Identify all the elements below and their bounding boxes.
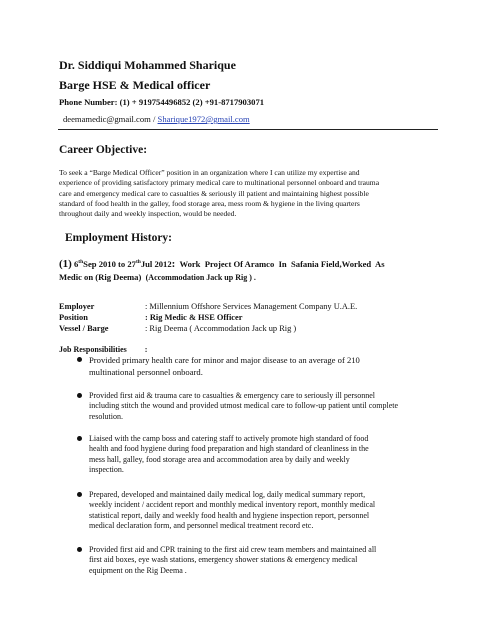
position-value: : Rig Medic & HSE Officer [145,313,243,322]
bullet-icon [77,547,82,552]
list-item-line: Provided first aid & trauma care to casualties & emergency care to seriously ill personnel [89,391,375,400]
bullet-icon [77,393,82,398]
email-separator: / [150,114,158,124]
vessel-label: Vessel / Barge [59,324,109,333]
objective-line: To seek a “Barge Medical Officer” position in an organization where I can utilize my expertise and [59,168,360,177]
phone-numbers: Phone Number: (1) + 919754496852 (2) +91-8717903071 [59,97,265,107]
list-item-line: health and food hygiene during food preparation and high standard of cleanliness in the [89,444,369,454]
candidate-name: Dr. Siddiqui Mohammed Sharique [59,58,236,72]
list-item-line: weekly incident / accident report and monthly medical inventory report, monthly medical [89,500,376,510]
objective-line: throughout daily and weekly inspection, would be needed. [59,209,237,219]
list-item-line: Provided primary health care for minor and major disease to an average of 210 [89,355,360,365]
job-responsibilities-heading [59,345,147,354]
date-range: Sep 2010 to 27 [83,258,136,269]
list-item [89,434,369,475]
vessel-value: : Rig Deema ( Accommodation Jack up Rig ) [145,324,297,333]
objective-line: experience of providing satisfactory primary medical care to multinational personnel onboard and trauma [59,178,380,188]
employment-history-heading: Employment History: [65,232,173,244]
list-item-line: multinational personnel onboard. [89,366,203,377]
bullet-icon [77,492,82,497]
employer-value: : Millennium Offshore Services Management Company U.A.E. [145,302,358,311]
candidate-role: Barge HSE & Medical officer [59,78,211,92]
job-responsibilities-label: Job Responsibilities [59,345,127,354]
list-item-line: Provided first aid and CPR training to the first aid crew team members and maintained all [89,545,377,554]
header-divider [58,129,438,130]
bullet-icon [77,357,82,362]
email-line [63,114,250,124]
project-description: Work Project Of Aramco In Safania Field,Worked As [175,258,385,269]
list-item-line: Liaised with the camp boss and catering staff to actively promote high standard of food [89,434,369,443]
objective-line: care and emergency medical care to casualties & seriously ill patient and maintaining highest possible [59,188,369,198]
list-item-line: statistical report, daily and weekly food health and hygiene inspection report, personnel [89,510,370,520]
list-item-line: resolution. [89,411,123,421]
list-item [89,391,398,422]
project-title [59,256,449,284]
project-number: (1) [59,257,72,270]
list-item-line: including stitch the wound and provided utmost medical care to follow-up patient until complete [89,401,399,411]
end-day-suffix: th [135,259,141,265]
objective-line: standard of food health in the galley, food storage area, mess room & hygiene in the living quarters [59,198,360,208]
list-item [89,355,360,378]
list-item-line: Prepared, developed and maintained daily medical log, daily medical summary report, [89,490,366,499]
list-item-line: first aid boxes, eye wash stations, emergency shower stations & emergency medical [89,555,358,565]
position-label: Position [59,313,88,322]
job-responsibilities-colon: : [144,345,148,354]
email-secondary-link[interactable]: Sharique1972@gmail.com [157,114,250,124]
list-item-line: inspection. [89,464,124,474]
medic-role: Medic on (Rig Deema) [59,271,146,282]
end-date: Jul 2012 [140,258,172,269]
list-item [89,545,376,576]
project-title-line-1 [59,256,449,271]
list-item [89,490,375,531]
email-primary: deemamedic@gmail.com [63,114,151,124]
list-item-line: medical declaration form, and personnel medical treatment record etc. [89,520,314,530]
rig-type: (Accommodation Jack up Rig ) . [145,272,256,282]
start-day-suffix: th [78,259,84,265]
start-day: 6 [71,258,79,269]
career-objective-heading: Career Objective: [59,144,148,156]
career-objective-text [59,168,439,219]
project-title-line-2 [59,271,449,284]
bullet-icon [77,436,82,441]
list-item-line: mess hall, galley, food storage area and accommodation area by daily and weekly [89,454,350,464]
employer-label: Employer [59,302,95,311]
list-item-line: equipment on the Rig Deema . [89,565,187,575]
title-colon: : [171,257,176,270]
